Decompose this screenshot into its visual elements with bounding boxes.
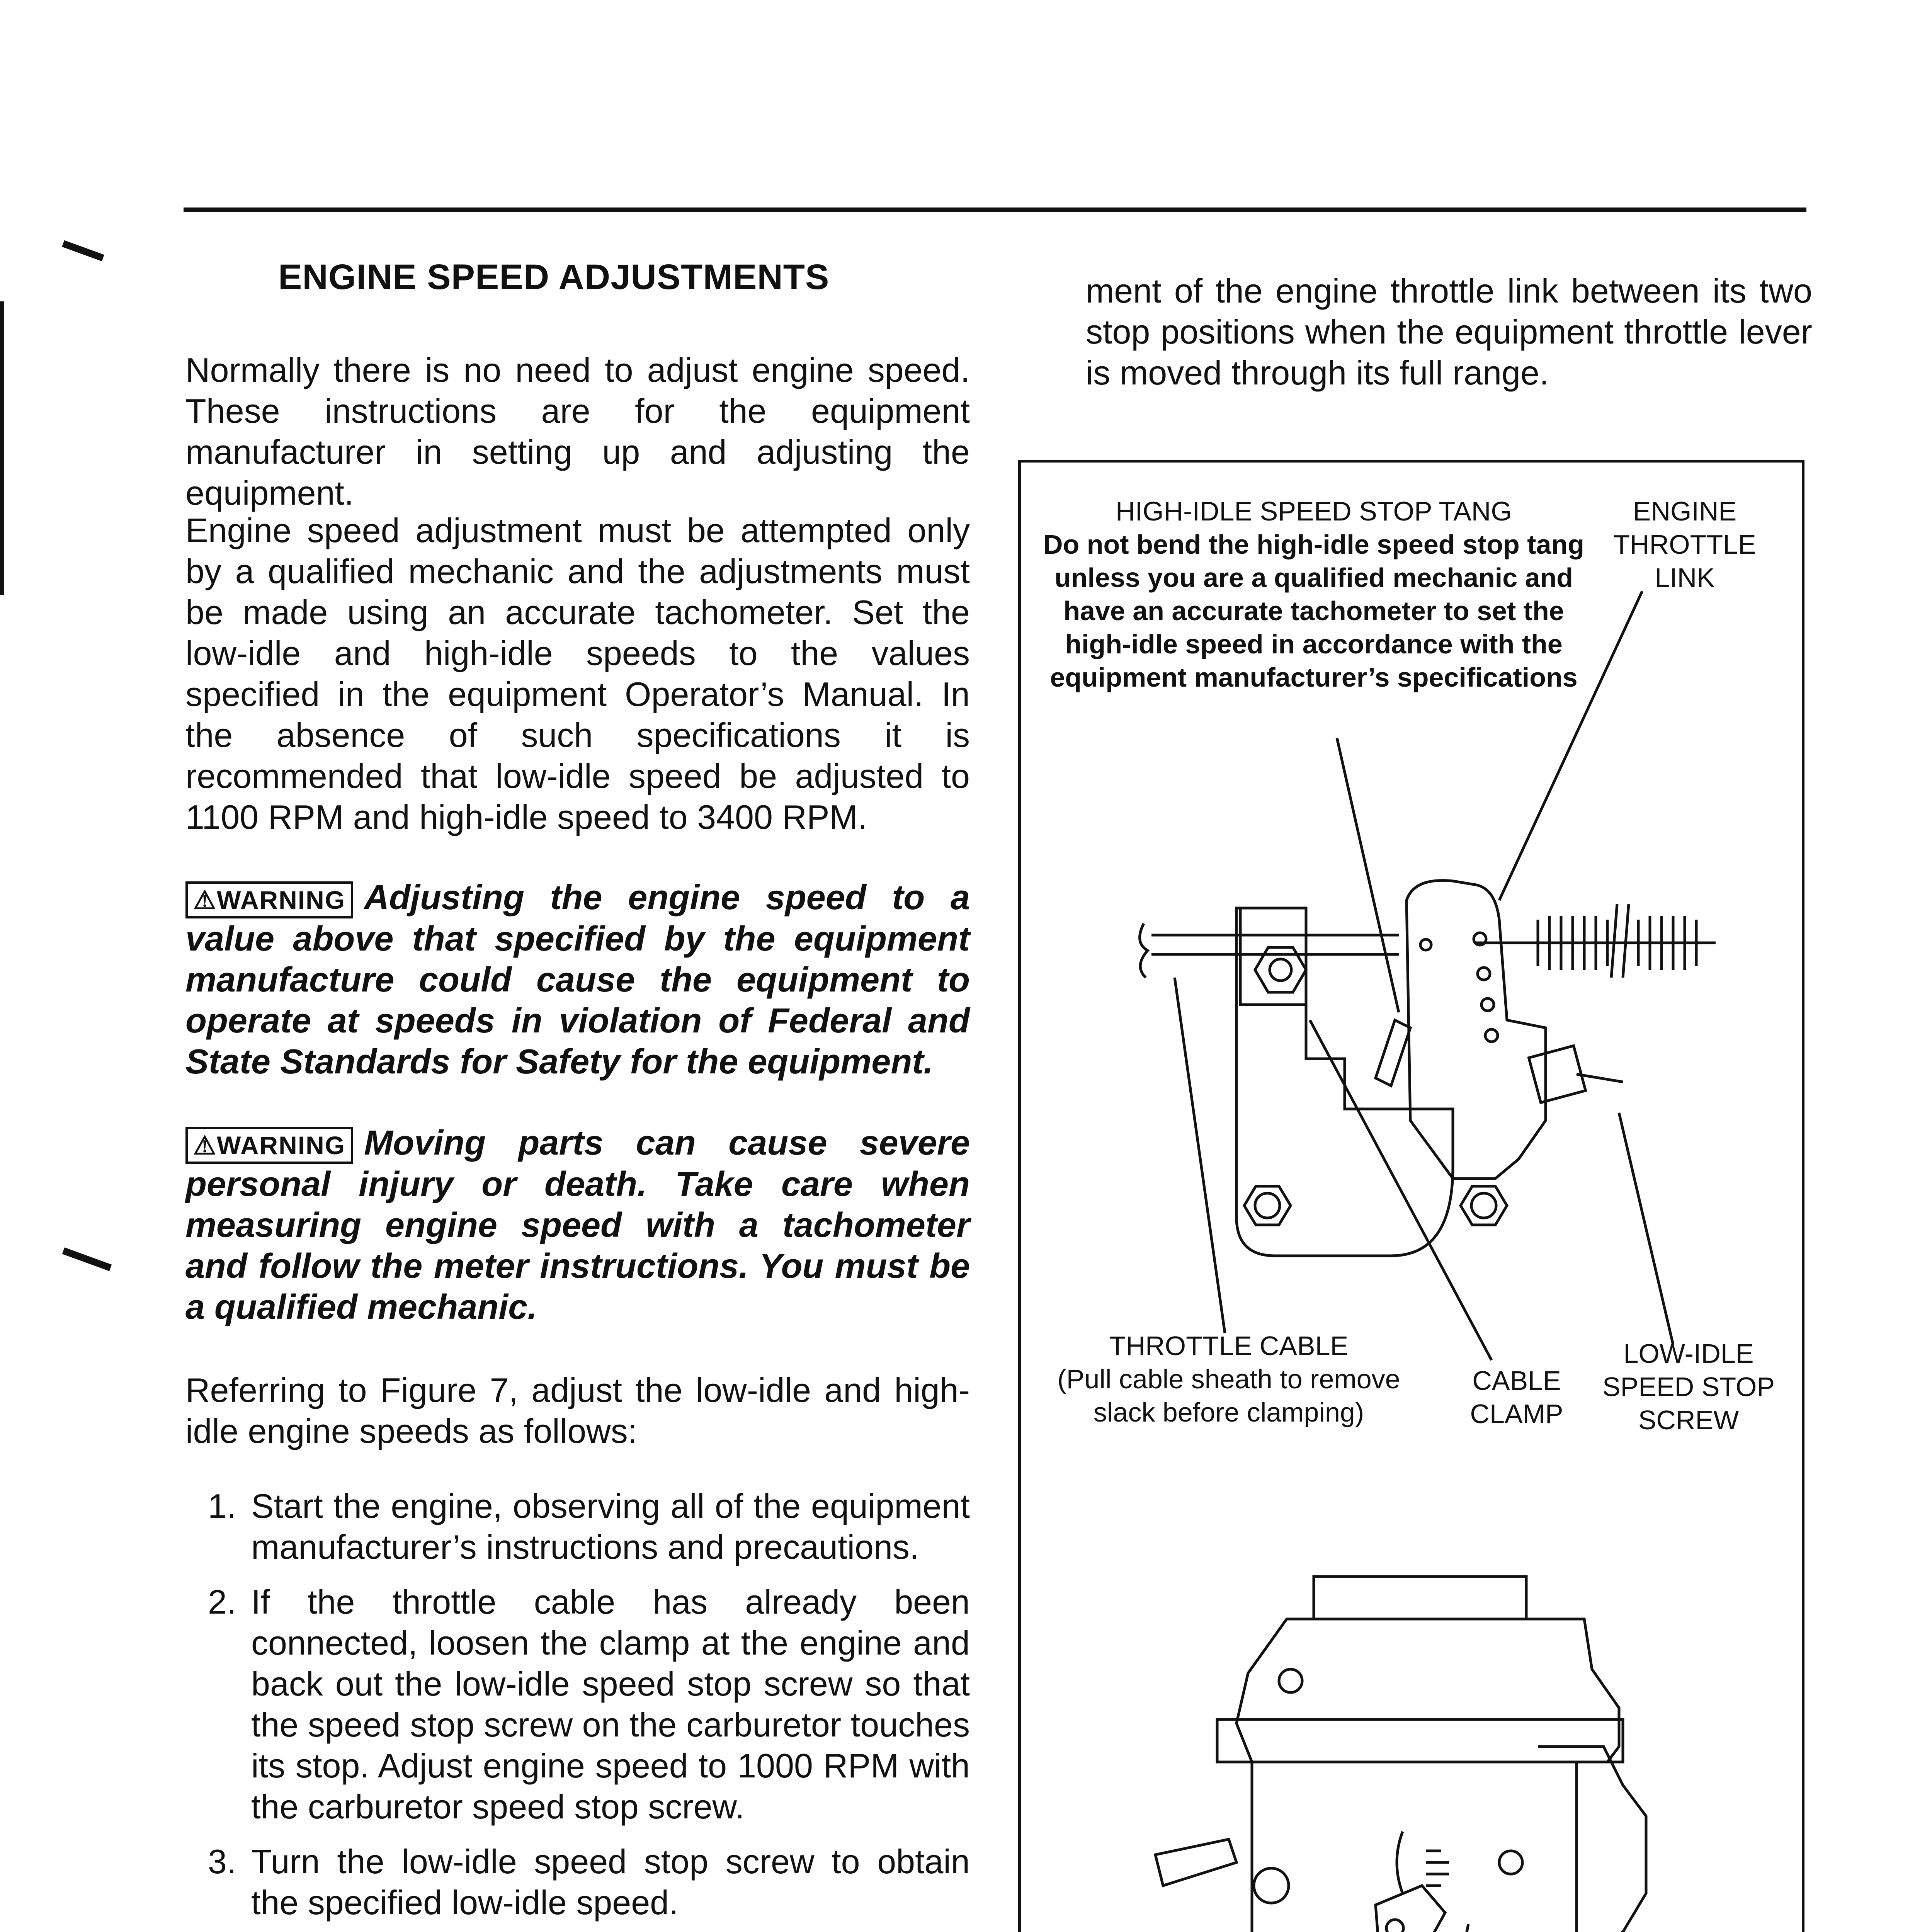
list-item: 3. Turn the low-idle speed stop screw to obtain the specified low-idle speed. [208,1842,970,1922]
label-throttle-cable: THROTTLE CABLE (Pull cable sheath to remove slack before clamping) [1057,1331,1400,1427]
label-high-idle-tang: HIGH-IDLE SPEED STOP TANG Do not bend the high-idle speed stop tang unless you are a qualified mechanic and have an accurate tachometer to set the high-idle speed in accordance with the equipment manufacturer’s specifications [1043,496,1584,692]
section-heading: ENGINE SPEED ADJUSTMENTS [278,257,830,297]
label-cable-clamp: CABLE CLAMP [1470,1366,1563,1429]
list-item: 2. If the throttle cable has already been connected, loosen the clamp at the engine and back out the low-idle speed stop screw so that the speed stop screw on the carburetor touches its stop. Adjust engine speed to 1000 RPM with the carburetor speed stop screw. [208,1583,970,1826]
procedure-intro: Referring to Figure 7, adjust the low-idle and high-idle engine speeds as follows: [185,1371,970,1450]
warning-badge: ⚠WARNING [185,881,353,918]
label-low-idle-screw: LOW-IDLE SPEED STOP SCREW [1602,1338,1775,1435]
margin-edge-line [0,301,4,595]
warning-text-1: Adjusting the engine speed to a value above that specified by the equipment manufacture could cause the equipment to operate at speeds in violation of Federal and State Standards for Safety for the equipment. [185,878,970,1082]
step5-continuation: ment of the engine throttle link between its two stop positions when the equipment throttle lever is moved through its full range. [1086,272,1812,392]
list-item: 1. Start the engine, observing all of the equipment manufacturer’s instructions and precautions. [208,1487,970,1566]
warning-label: WARNING [217,886,346,915]
warning-badge: ⚠WARNING [185,1127,353,1164]
intro-paragraph: Normally there is no need to adjust engine speed. These instructions are for the equipment manufacturer in setting up and adjusting the equipment. [185,351,970,512]
label-engine-throttle-link: ENGINE THROTTLE LINK [1613,496,1756,593]
adjustment-paragraph: Engine speed adjustment must be attempted only by a qualified mechanic and the adjustments must be made using an accurate tachometer. Set the low-idle and high-idle speeds to the values specified in the equipment Operator’s Manual. In the absence of such specifications it is recommended that low-idle speed be adjusted to 1100 RPM and high-idle speed to 3400 RPM. [185,511,970,836]
warning-label: WARNING [217,1131,346,1160]
warning-text-2: Moving parts can cause severe personal injury or death. Take care when measuring engine speed with a tachometer and follow the meter instructions. You must be a qualified mechanic. [185,1124,970,1327]
